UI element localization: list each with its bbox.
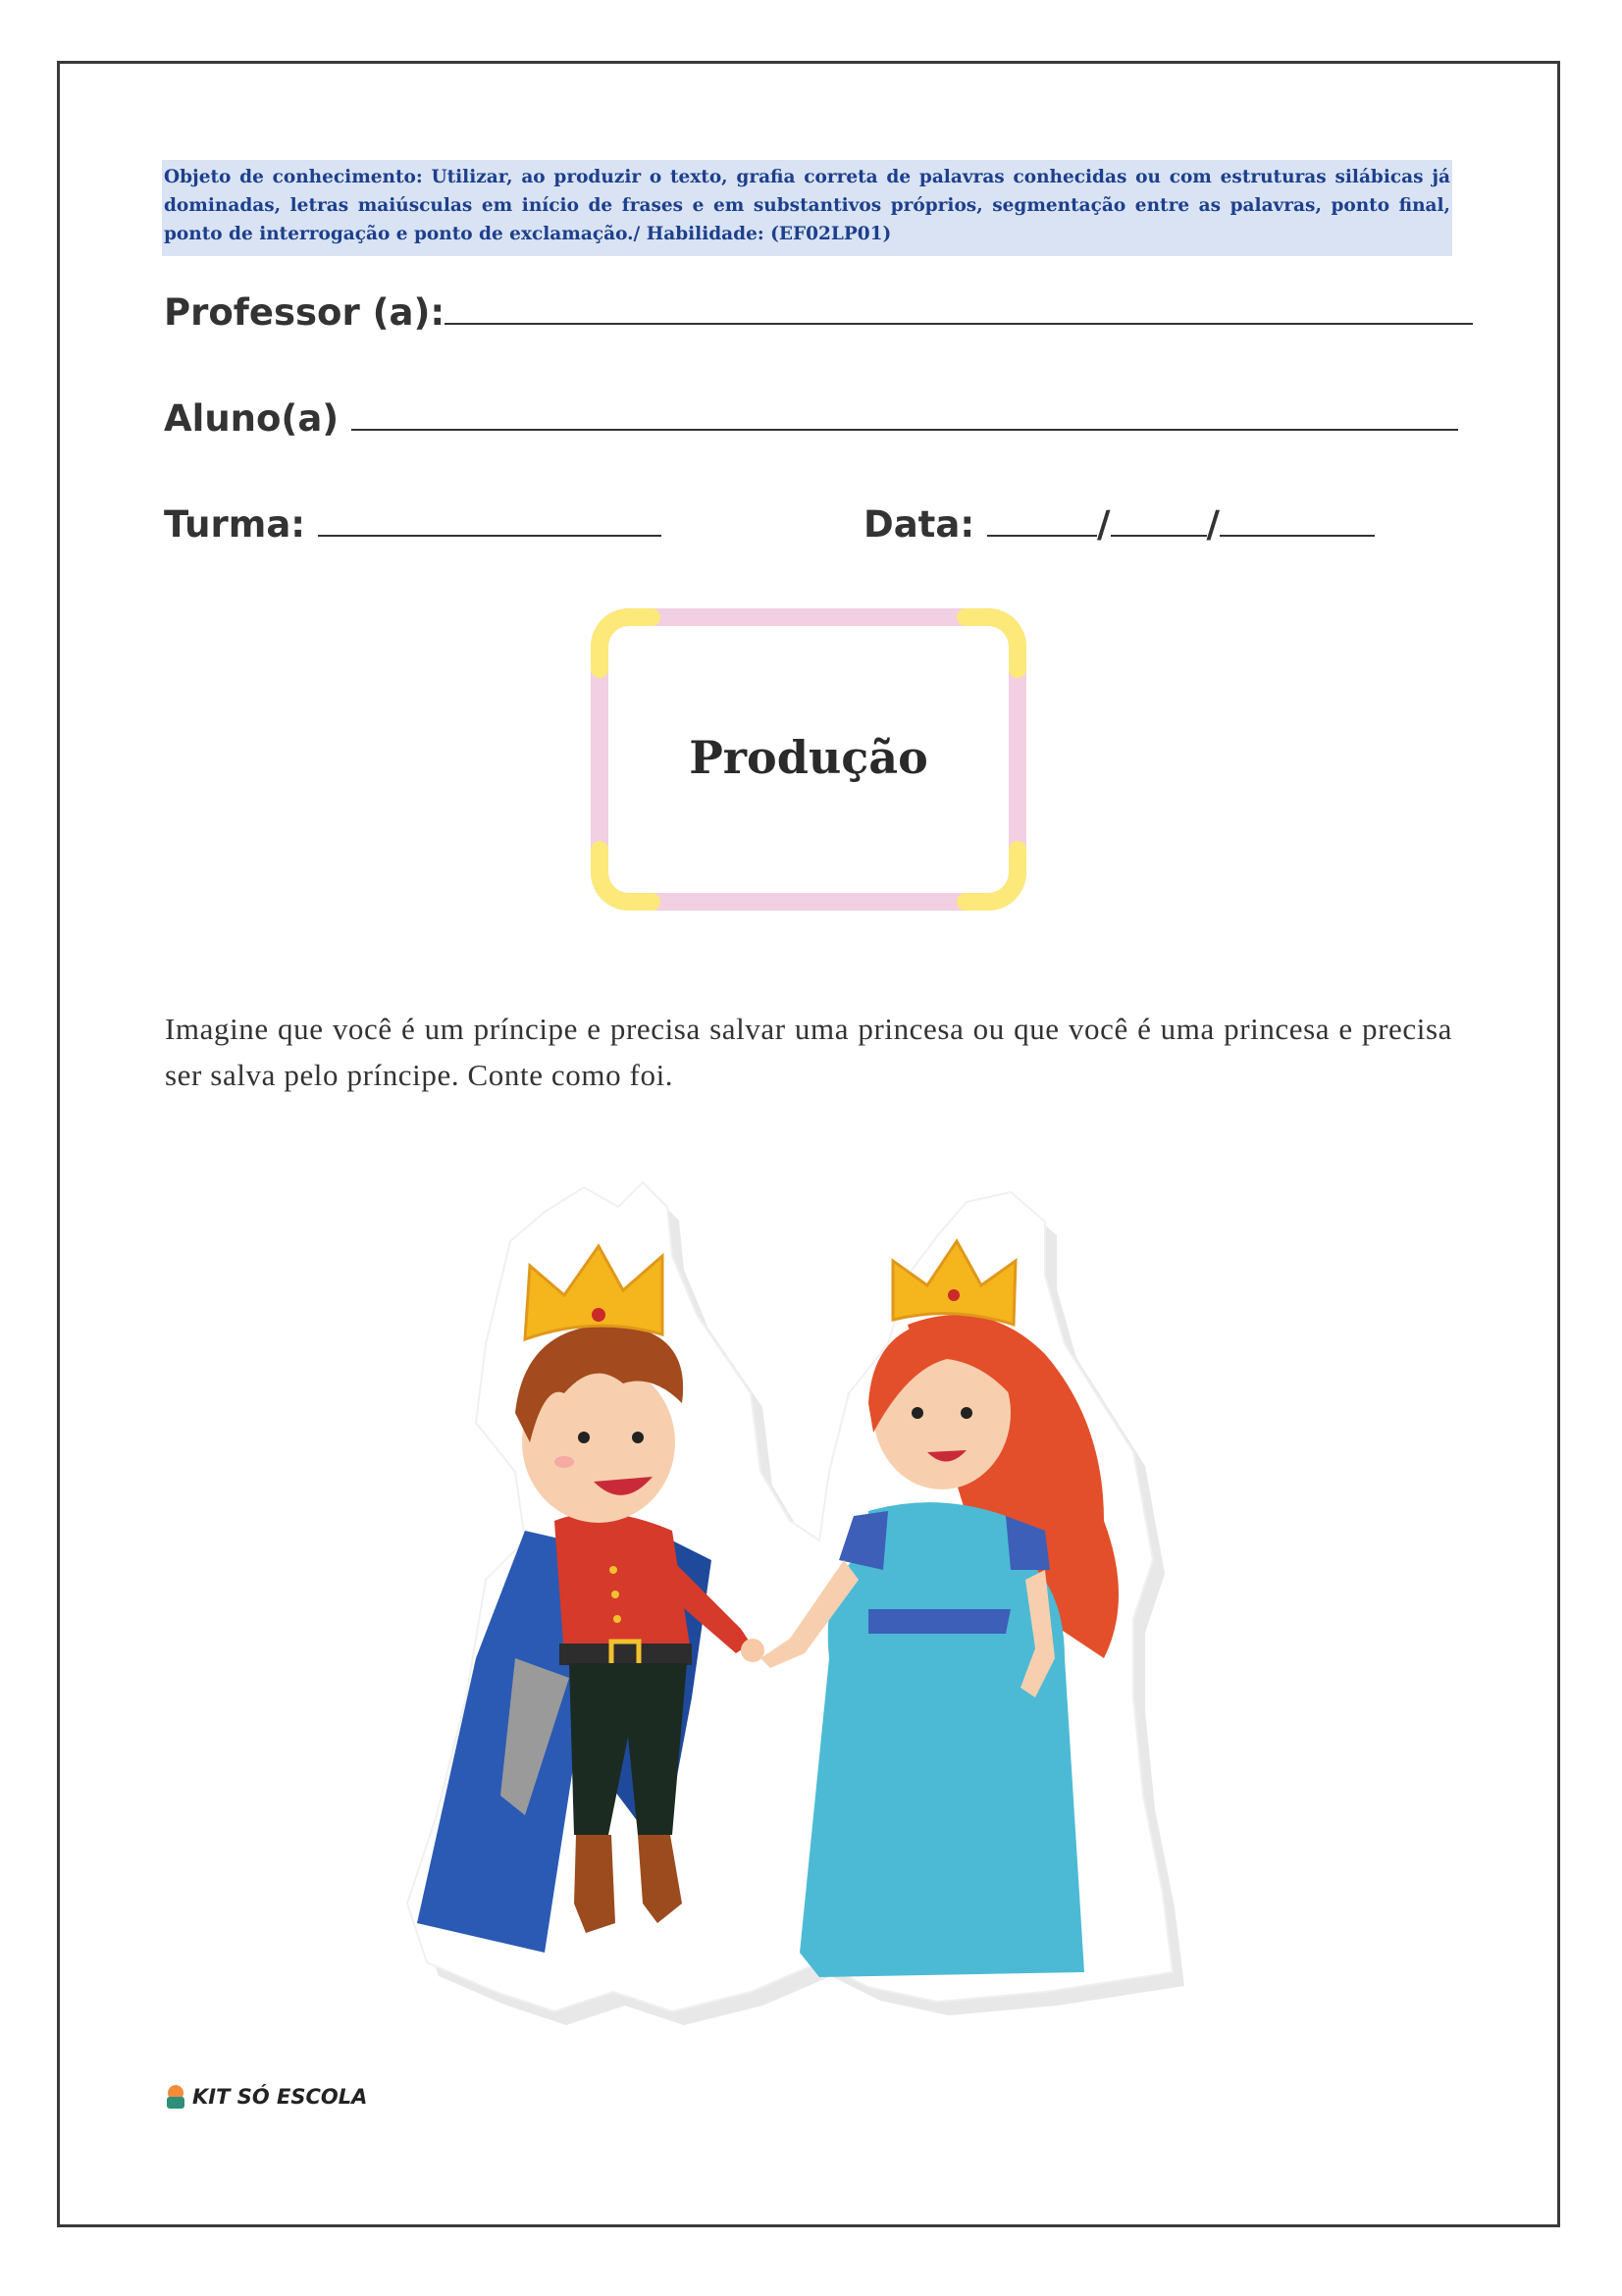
learning-objective: Objeto de conhecimento: Utilizar, ao produzir o texto, grafia correta de palavras conhecidas ou com estruturas silábicas já dominadas, letras maiúsculas em início de frases e em substantivos próprios, segmentação entre as palavras, ponto final, ponto de interrogação e ponto de exclamação./ Habilidade: (EF02LP01) <box>162 160 1452 256</box>
professor-field <box>164 289 1473 334</box>
card-title: Produção <box>689 731 928 784</box>
student-field <box>164 395 1458 440</box>
student-label: Aluno(a) <box>164 397 340 440</box>
logo-text: KIT SÓ ESCOLA <box>192 2085 368 2109</box>
professor-label: Professor (a): <box>164 291 445 334</box>
date-label: Data: <box>863 503 975 546</box>
class-label: Turma: <box>164 503 306 546</box>
class-line[interactable] <box>318 501 661 537</box>
student-line[interactable] <box>351 395 1458 431</box>
date-field <box>863 501 1375 546</box>
date-separator: / <box>1097 503 1111 546</box>
date-year-line[interactable] <box>1220 501 1375 537</box>
date-day-line[interactable] <box>987 501 1097 537</box>
date-separator: / <box>1206 503 1221 546</box>
class-field <box>164 501 661 546</box>
brand-logo <box>163 2082 367 2112</box>
student-mascot-icon <box>163 2083 188 2111</box>
date-month-line[interactable] <box>1111 501 1207 537</box>
writing-prompt: Imagine que você é um príncipe e precisa salvar uma princesa ou que você é uma princesa e precisa ser salva pelo príncipe. Conte como foi. <box>165 1012 1452 1092</box>
prince-princess-illustration <box>358 1148 1261 2051</box>
professor-line[interactable] <box>445 289 1473 325</box>
